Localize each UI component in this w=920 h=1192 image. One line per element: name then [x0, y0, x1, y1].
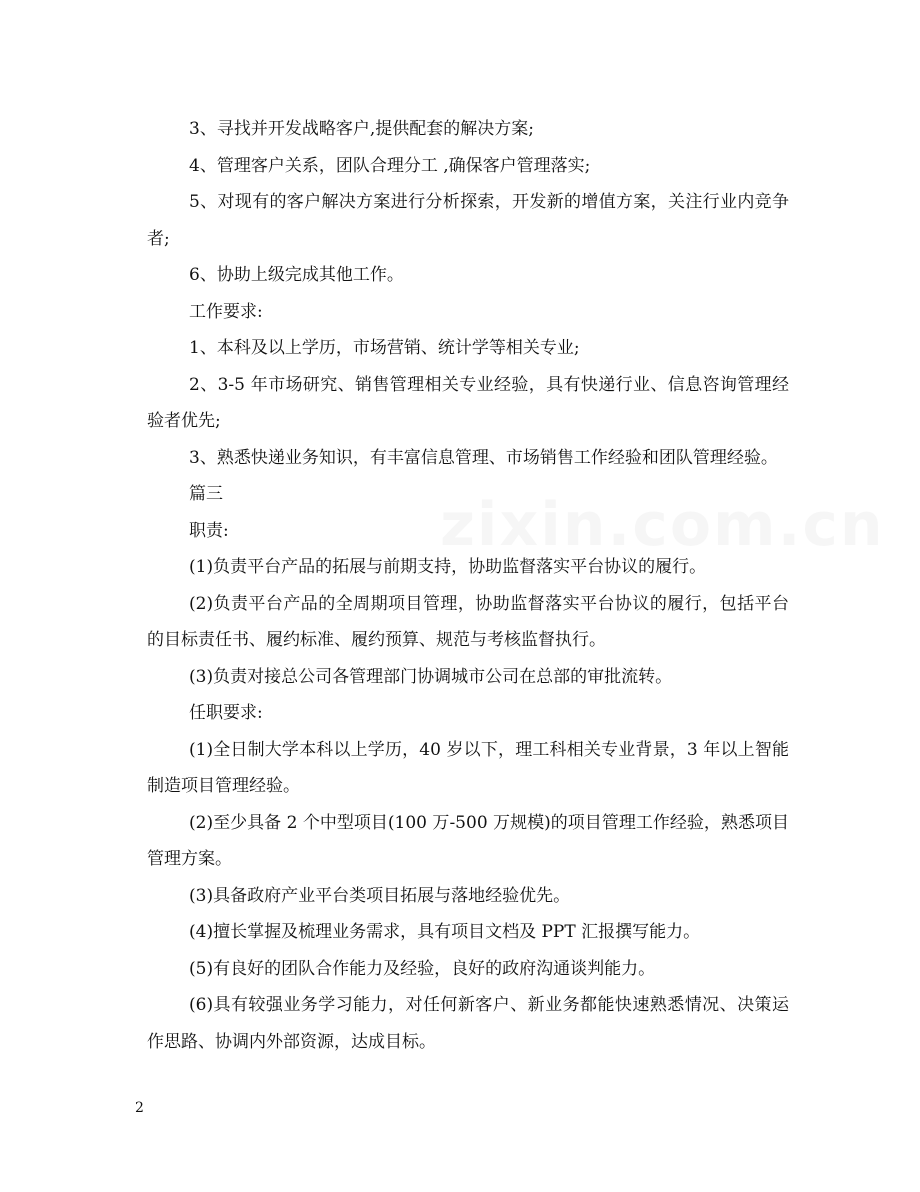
paragraph: 5、对现有的客户解决方案进行分析探索，开发新的增值方案，关注行业内竞争者;: [147, 192, 789, 249]
section-heading: 任职要求:: [189, 703, 263, 723]
paragraph: (1)负责平台产品的拓展与前期支持，协助监督落实平台协议的履行。: [189, 557, 707, 577]
paragraph: (3)具备政府产业平台类项目拓展与落地经验优先。: [189, 885, 571, 906]
paragraph: 3、熟悉快递业务知识，有丰富信息管理、市场销售工作经验和团队管理经验。: [189, 447, 778, 468]
paragraph: 1、本科及以上学历，市场营销、统计学等相关专业;: [189, 338, 580, 358]
section-heading: 篇三: [189, 484, 223, 504]
page-number: 2: [135, 1100, 144, 1116]
paragraph: (4)擅长掌握及梳理业务需求，具有项目文档及 PPT 汇报撰写能力。: [189, 922, 701, 942]
paragraph: (2)负责平台产品的全周期项目管理，协助监督落实平台协议的履行，包括平台的目标责任书、履约标准、履约预算、规范与考核监督执行。: [147, 593, 789, 650]
paragraph: (5)有良好的团队合作能力及经验，良好的政府沟通谈判能力。: [189, 958, 656, 979]
document-body: [147, 111, 789, 1060]
paragraph: 6、协助上级完成其他工作。: [189, 265, 404, 285]
paragraph: (1)全日制大学本科以上学历，40 岁以下，理工科相关专业背景，3 年以上智能制造项目管理经验。: [147, 739, 789, 796]
section-heading: 职责:: [189, 520, 229, 541]
section-heading: 工作要求:: [189, 301, 263, 322]
paragraph: (3)负责对接总公司各管理部门协调城市公司在总部的审批流转。: [189, 666, 673, 687]
paragraph: (6)具有较强业务学习能力，对任何新客户、新业务都能快速熟悉情况、决策运作思路、协调内外部资源，达成目标。: [147, 995, 789, 1052]
paragraph: 4、管理客户关系，团队合理分工 ,确保客户管理落实;: [189, 155, 591, 176]
paragraph: (2)至少具备 2 个中型项目(100 万-500 万规模)的项目管理工作经验，熟悉项目管理方案。: [147, 812, 789, 869]
paragraph: 3、寻找并开发战略客户,提供配套的解决方案;: [189, 119, 534, 139]
paragraph: 2、3-5 年市场研究、销售管理相关专业经验，具有快递行业、信息咨询管理经验者优先;: [147, 374, 789, 431]
